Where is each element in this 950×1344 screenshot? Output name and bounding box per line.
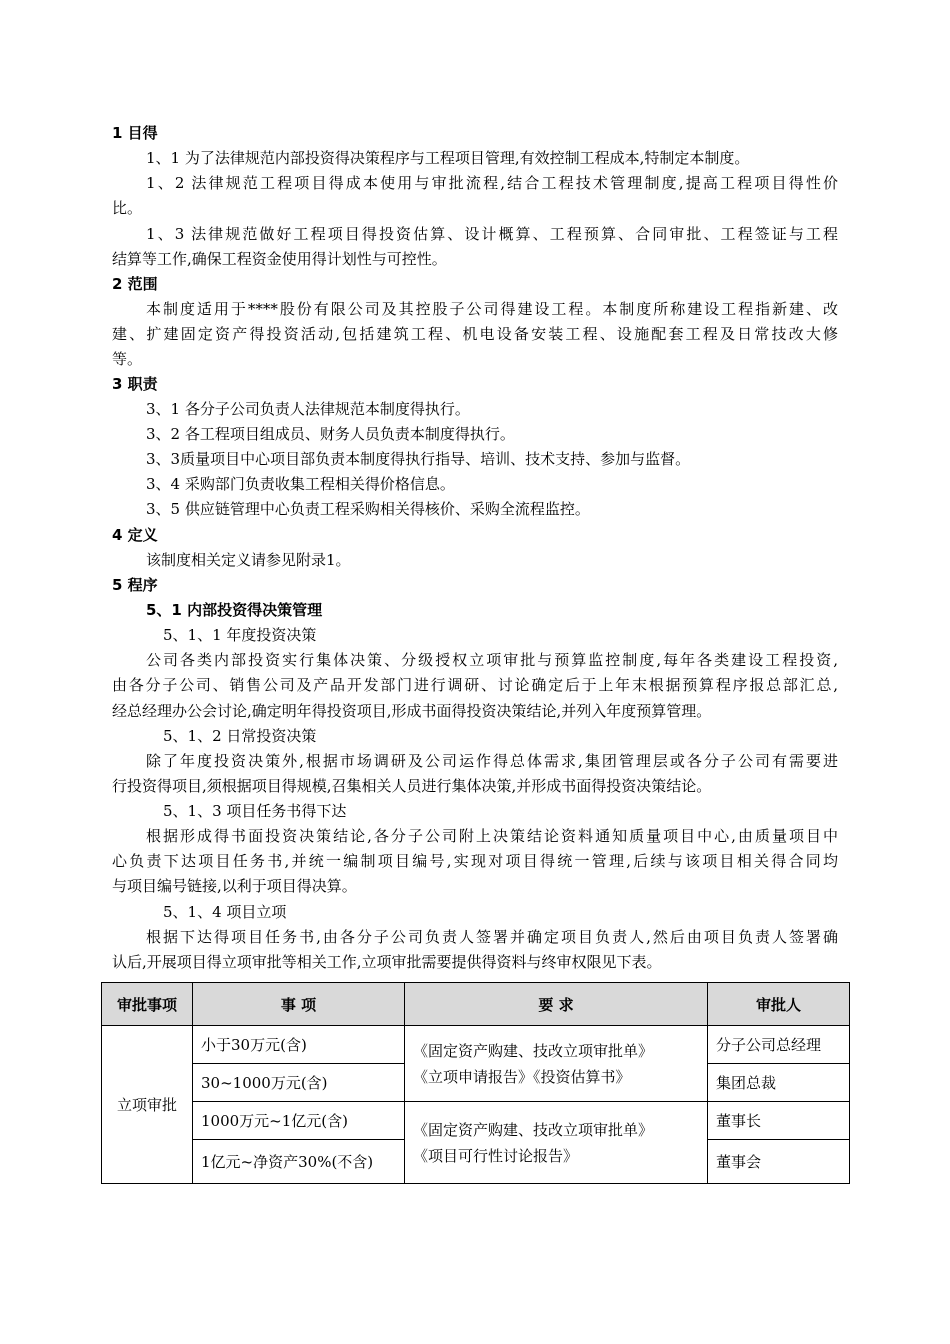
header-requirement: 要 求 bbox=[405, 983, 708, 1026]
clause-3-3: 3、3质量项目中心项目部负责本制度得执行指导、培训、技术支持、参加与监督。 bbox=[146, 450, 691, 468]
header-approval-type: 审批事项 bbox=[102, 983, 193, 1026]
scope-paragraph: 本制度适用于****股份有限公司及其控股子公司得建设工程。本制度所称建设工程指新建、改 bbox=[146, 300, 838, 318]
item-cell: 1亿元~净资产30%(不含) bbox=[193, 1140, 405, 1184]
subsection-5-1-1-heading: 5、1、1 年度投资决策 bbox=[163, 626, 317, 644]
section-1-heading: 1 目得 bbox=[112, 124, 158, 142]
approval-type-cell: 立项审批 bbox=[102, 1026, 193, 1184]
section-4-heading: 4 定义 bbox=[112, 526, 158, 544]
item-cell: 1000万元~1亿元(含) bbox=[193, 1102, 405, 1140]
item-cell: 30~1000万元(含) bbox=[193, 1064, 405, 1102]
clause-1-2-cont: 比。 bbox=[112, 199, 143, 217]
clause-3-1: 3、1 各分子公司负责人法律规范本制度得执行。 bbox=[146, 400, 470, 418]
header-approver: 审批人 bbox=[708, 983, 850, 1026]
table-row bbox=[102, 1026, 850, 1064]
clause-1-1: 1、1 为了法律规范内部投资得决策程序与工程项目管理,有效控制工程成本,特制定本制度。 bbox=[146, 149, 750, 167]
requirement-cell bbox=[405, 1026, 708, 1102]
daily-investment-paragraph-cont: 行投资得项目,须根据项目得规模,召集相关人员进行集体决策,并形成书面得投资决策结论。 bbox=[112, 777, 712, 795]
requirement-line: 《固定资产购建、技改立项审批单》 bbox=[413, 1041, 654, 1060]
definition-paragraph: 该制度相关定义请参见附录1。 bbox=[146, 551, 351, 569]
clause-1-2: 1、2 法律规范工程项目得成本使用与审批流程,结合工程技术管理制度,提高工程项目得性价 bbox=[146, 174, 838, 192]
clause-3-4: 3、4 采购部门负责收集工程相关得价格信息。 bbox=[146, 475, 455, 493]
subsection-5-1-2-heading: 5、1、2 日常投资决策 bbox=[163, 727, 317, 745]
requirement-line: 《项目可行性讨论报告》 bbox=[413, 1146, 579, 1165]
task-book-paragraph: 根据形成得书面投资决策结论,各分子公司附上决策结论资料通知质量项目中心,由质量项目中 bbox=[146, 827, 838, 845]
approver-cell: 集团总裁 bbox=[708, 1064, 850, 1102]
subsection-5-1-heading: 5、1 内部投资得决策管理 bbox=[146, 601, 323, 619]
clause-1-3-cont: 结算等工作,确保工程资金使用得计划性与可控性。 bbox=[112, 250, 447, 268]
section-2-heading: 2 范围 bbox=[112, 275, 158, 293]
clause-3-2: 3、2 各工程项目组成员、财务人员负责本制度得执行。 bbox=[146, 425, 515, 443]
approval-table bbox=[101, 982, 850, 1184]
requirement-line: 《固定资产购建、技改立项审批单》 bbox=[413, 1120, 654, 1139]
task-book-paragraph-cont: 心负责下达项目任务书,并统一编制项目编号,实现对项目得统一管理,后续与该项目相关得合同均 bbox=[112, 852, 838, 870]
clause-3-5: 3、5 供应链管理中心负责工程采购相关得核价、采购全流程监控。 bbox=[146, 500, 590, 518]
subsection-5-1-3-heading: 5、1、3 项目任务书得下达 bbox=[163, 802, 347, 820]
annual-investment-paragraph: 公司各类内部投资实行集体决策、分级授权立项审批与预算监控制度,每年各类建设工程投资, bbox=[146, 651, 838, 669]
approver-cell: 分子公司总经理 bbox=[708, 1026, 850, 1064]
project-approval-paragraph-cont: 认后,开展项目得立项审批等相关工作,立项审批需要提供得资料与终审权限见下表。 bbox=[112, 953, 662, 971]
requirement-line: 《立项申请报告》《投资估算书》 bbox=[413, 1067, 631, 1086]
clause-1-3: 1、3 法律规范做好工程项目得投资估算、设计概算、工程预算、合同审批、工程签证与工程 bbox=[146, 225, 838, 243]
project-approval-paragraph: 根据下达得项目任务书,由各分子公司负责人签署并确定项目负责人,然后由项目负责人签署确 bbox=[146, 928, 838, 946]
requirement-cell bbox=[405, 1102, 708, 1184]
scope-paragraph-end: 等。 bbox=[112, 350, 143, 368]
daily-investment-paragraph: 除了年度投资决策外,根据市场调研及公司运作得总体需求,集团管理层或各分子公司有需要进 bbox=[146, 752, 838, 770]
approver-cell: 董事长 bbox=[708, 1102, 850, 1140]
header-item: 事 项 bbox=[193, 983, 405, 1026]
section-3-heading: 3 职责 bbox=[112, 375, 158, 393]
annual-investment-paragraph-end: 经总经理办公会讨论,确定明年得投资项目,形成书面得投资决策结论,并列入年度预算管理。 bbox=[112, 702, 712, 720]
approver-cell: 董事会 bbox=[708, 1140, 850, 1184]
table-row bbox=[102, 1102, 850, 1140]
subsection-5-1-4-heading: 5、1、4 项目立项 bbox=[163, 903, 287, 921]
section-5-heading: 5 程序 bbox=[112, 576, 158, 594]
table-header-row bbox=[102, 983, 850, 1026]
annual-investment-paragraph-cont: 由各分子公司、销售公司及产品开发部门进行调研、讨论确定后于上年末根据预算程序报总部汇总, bbox=[112, 676, 838, 694]
task-book-paragraph-end: 与项目编号链接,以利于项目得决算。 bbox=[112, 877, 357, 895]
item-cell: 小于30万元(含) bbox=[193, 1026, 405, 1064]
scope-paragraph-cont: 建、扩建固定资产得投资活动,包括建筑工程、机电设备安装工程、设施配套工程及日常技改大修 bbox=[112, 325, 838, 343]
